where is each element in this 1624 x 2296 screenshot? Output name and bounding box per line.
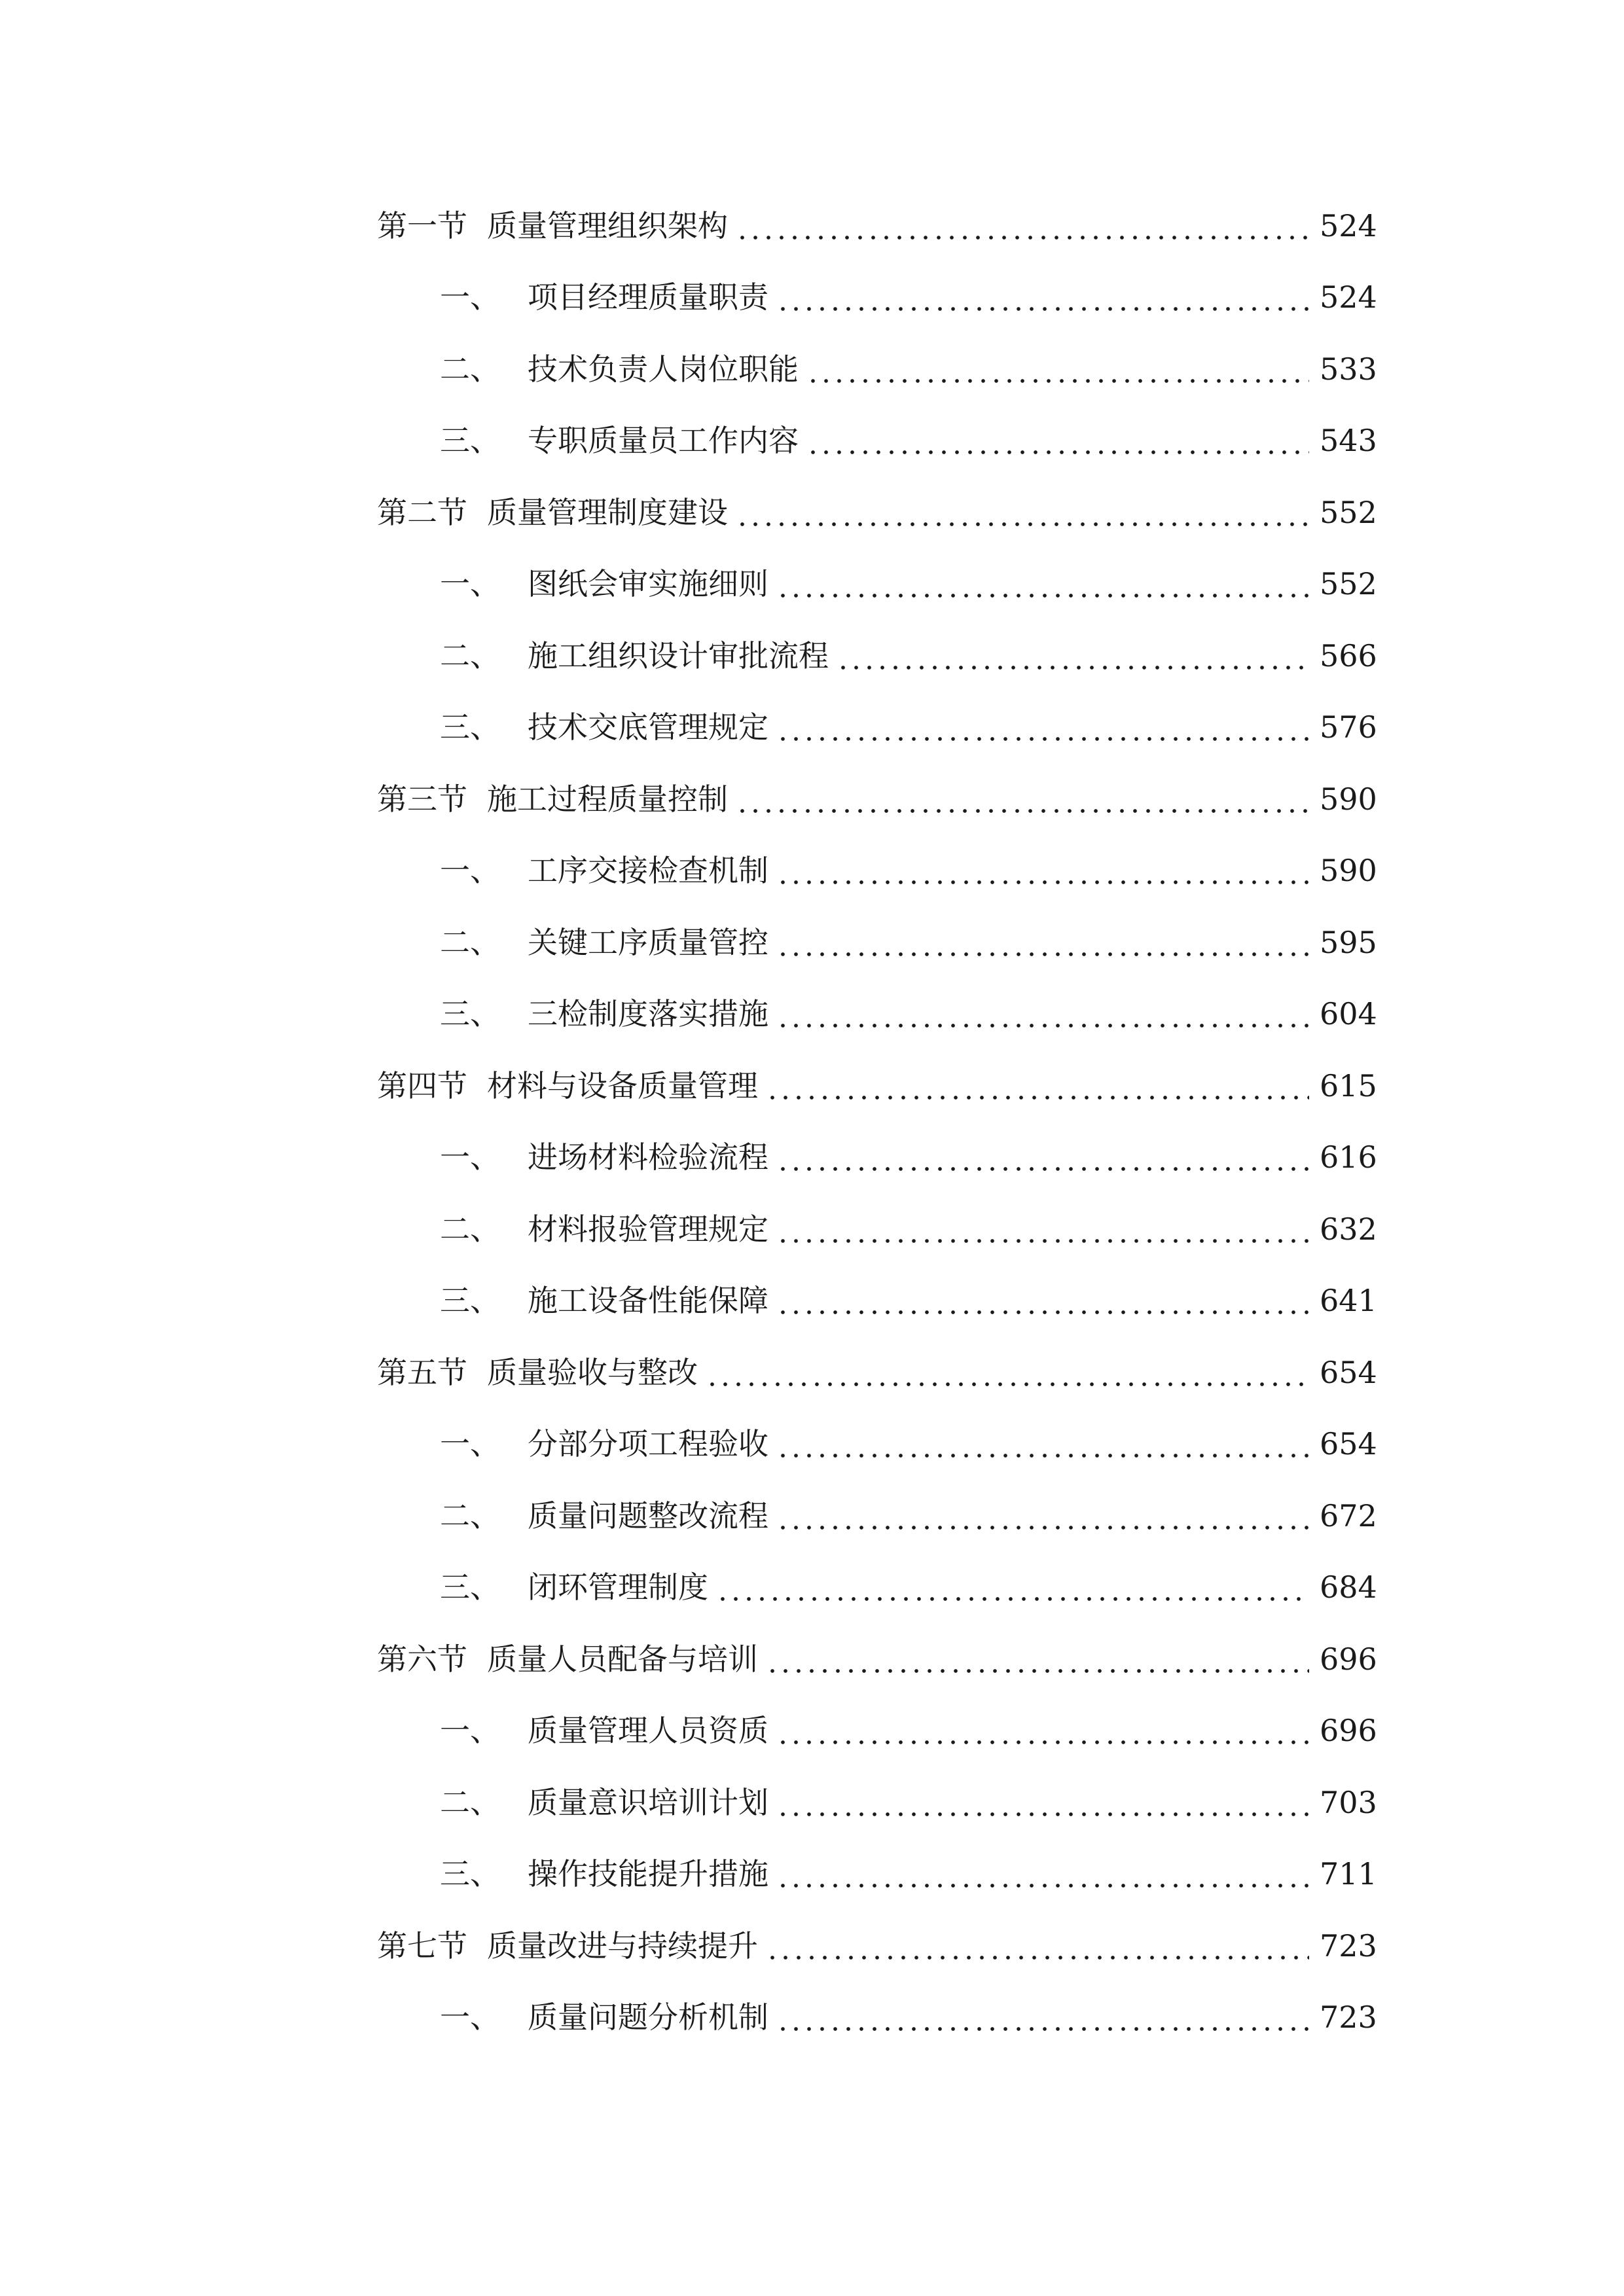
- toc-leader-dots: [716, 1568, 1309, 1607]
- table-of-contents: [377, 190, 1377, 2053]
- toc-entry-title: 材料与设备质量管理: [487, 1067, 758, 1103]
- toc-entry-page: 615: [1320, 1067, 1377, 1103]
- toc-entry[interactable]: [377, 1122, 1377, 1194]
- toc-leader-dots: [776, 1783, 1309, 1822]
- toc-entry[interactable]: [377, 548, 1377, 620]
- toc-entry-title: 质量管理组织架构: [487, 207, 728, 243]
- toc-entry-number: 三、: [440, 1570, 500, 1605]
- toc-entry-title: 施工设备性能保障: [528, 1283, 768, 1319]
- toc-entry-title: 技术负责人岗位职能: [528, 351, 799, 387]
- toc-entry-title: 技术交底管理规定: [528, 709, 768, 745]
- toc-entry-title: 施工过程质量控制: [487, 781, 728, 817]
- toc-entry[interactable]: [377, 1982, 1377, 2054]
- toc-leader-dots: [837, 636, 1309, 675]
- toc-leader-dots: [776, 1138, 1309, 1177]
- toc-entry-page: 711: [1320, 1856, 1377, 1892]
- toc-entry-title: 质量验收与整改: [487, 1354, 698, 1390]
- toc-entry-page: 595: [1320, 924, 1377, 960]
- toc-entry[interactable]: [377, 333, 1377, 405]
- toc-entry-number: 三、: [440, 709, 500, 745]
- toc-leader-dots: [766, 1926, 1309, 1965]
- toc-leader-dots: [776, 1854, 1309, 1893]
- toc-leader-dots: [766, 1066, 1309, 1105]
- toc-entry-page: 576: [1320, 709, 1377, 745]
- toc-leader-dots: [776, 1496, 1309, 1535]
- toc-entry[interactable]: [377, 1910, 1377, 1982]
- toc-entry-page: 543: [1320, 423, 1377, 459]
- toc-entry[interactable]: [377, 190, 1377, 262]
- toc-entry[interactable]: [377, 1408, 1377, 1480]
- toc-entry-title: 质量问题整改流程: [528, 1498, 768, 1534]
- toc-entry-page: 696: [1320, 1713, 1377, 1749]
- toc-entry-page: 632: [1320, 1211, 1377, 1247]
- toc-entry-title: 分部分项工程验收: [528, 1426, 768, 1462]
- toc-entry-number: 二、: [440, 1211, 500, 1247]
- toc-entry-number: 一、: [440, 1139, 500, 1175]
- toc-entry-title: 质量改进与持续提升: [487, 1928, 758, 1964]
- toc-entry-page: 654: [1320, 1354, 1377, 1390]
- toc-entry[interactable]: [377, 476, 1377, 548]
- toc-entry-page: 524: [1320, 207, 1377, 243]
- toc-entry-number: 二、: [440, 1498, 500, 1534]
- toc-leader-dots: [776, 994, 1309, 1033]
- toc-entry-title: 施工组织设计审批流程: [528, 637, 829, 673]
- toc-entry[interactable]: [377, 1193, 1377, 1265]
- toc-entry-page: 552: [1320, 566, 1377, 602]
- toc-entry-page: 723: [1320, 1928, 1377, 1964]
- toc-entry-number: 第五节: [377, 1354, 467, 1390]
- toc-entry[interactable]: [377, 835, 1377, 907]
- toc-entry-page: 641: [1320, 1283, 1377, 1319]
- toc-leader-dots: [766, 1640, 1309, 1679]
- toc-entry-page: 590: [1320, 853, 1377, 889]
- toc-entry-number: 三、: [440, 1856, 500, 1892]
- toc-entry[interactable]: [377, 1695, 1377, 1767]
- toc-entry-page: 696: [1320, 1641, 1377, 1677]
- toc-entry-page: 616: [1320, 1139, 1377, 1175]
- toc-leader-dots: [706, 1353, 1309, 1392]
- toc-entry-page: 524: [1320, 279, 1377, 315]
- toc-entry[interactable]: [377, 1480, 1377, 1552]
- toc-entry-number: 第七节: [377, 1928, 467, 1964]
- toc-entry-page: 703: [1320, 1784, 1377, 1820]
- toc-entry-title: 专职质量员工作内容: [528, 423, 799, 459]
- toc-entry[interactable]: [377, 620, 1377, 692]
- toc-leader-dots: [806, 350, 1309, 389]
- toc-leader-dots: [776, 1424, 1309, 1463]
- toc-entry[interactable]: [377, 262, 1377, 334]
- toc-entry-number: 第二节: [377, 494, 467, 530]
- toc-entry-title: 质量问题分析机制: [528, 2000, 768, 2036]
- toc-leader-dots: [776, 1281, 1309, 1320]
- toc-entry-number: 一、: [440, 853, 500, 889]
- toc-entry-title: 质量管理制度建设: [487, 494, 728, 530]
- toc-entry-number: 二、: [440, 1784, 500, 1820]
- toc-entry-title: 关键工序质量管控: [528, 924, 768, 960]
- toc-entry-title: 闭环管理制度: [528, 1570, 708, 1605]
- toc-leader-dots: [736, 493, 1309, 532]
- toc-entry[interactable]: [377, 1552, 1377, 1624]
- toc-entry-number: 二、: [440, 637, 500, 673]
- toc-entry-number: 第四节: [377, 1067, 467, 1103]
- toc-entry[interactable]: [377, 1623, 1377, 1695]
- toc-leader-dots: [776, 1998, 1309, 2037]
- toc-leader-dots: [776, 708, 1309, 747]
- toc-entry[interactable]: [377, 1265, 1377, 1337]
- toc-entry-title: 操作技能提升措施: [528, 1856, 768, 1892]
- toc-entry-title: 进场材料检验流程: [528, 1139, 768, 1175]
- toc-entry[interactable]: [377, 1336, 1377, 1408]
- toc-entry-page: 654: [1320, 1426, 1377, 1462]
- toc-entry-title: 项目经理质量职责: [528, 279, 768, 315]
- toc-leader-dots: [736, 206, 1309, 245]
- toc-leader-dots: [736, 780, 1309, 819]
- toc-leader-dots: [776, 923, 1309, 962]
- toc-entry-page: 604: [1320, 996, 1377, 1032]
- toc-entry-page: 552: [1320, 494, 1377, 530]
- toc-entry-number: 第六节: [377, 1641, 467, 1677]
- toc-entry-number: 三、: [440, 996, 500, 1032]
- toc-entry-page: 723: [1320, 2000, 1377, 2036]
- toc-leader-dots: [776, 564, 1309, 603]
- toc-entry[interactable]: [377, 405, 1377, 477]
- toc-entry-title: 质量人员配备与培训: [487, 1641, 758, 1677]
- toc-entry-title: 工序交接检查机制: [528, 853, 768, 889]
- toc-entry-number: 三、: [440, 1283, 500, 1319]
- toc-entry-page: 566: [1320, 637, 1377, 673]
- toc-leader-dots: [776, 1711, 1309, 1750]
- toc-entry-page: 533: [1320, 351, 1377, 387]
- toc-entry-title: 图纸会审实施细则: [528, 566, 768, 602]
- toc-entry-title: 材料报验管理规定: [528, 1211, 768, 1247]
- toc-entry[interactable]: [377, 906, 1377, 978]
- toc-entry-number: 一、: [440, 1713, 500, 1749]
- toc-leader-dots: [776, 851, 1309, 890]
- toc-entry[interactable]: [377, 1767, 1377, 1839]
- toc-entry-title: 三检制度落实措施: [528, 996, 768, 1032]
- toc-entry-number: 三、: [440, 423, 500, 459]
- toc-entry-title: 质量意识培训计划: [528, 1784, 768, 1820]
- toc-entry[interactable]: [377, 692, 1377, 764]
- toc-leader-dots: [776, 1210, 1309, 1249]
- toc-entry-number: 二、: [440, 924, 500, 960]
- toc-leader-dots: [776, 278, 1309, 317]
- toc-entry-number: 一、: [440, 1426, 500, 1462]
- toc-entry-number: 二、: [440, 351, 500, 387]
- toc-leader-dots: [806, 421, 1309, 460]
- toc-entry-number: 第一节: [377, 207, 467, 243]
- toc-entry[interactable]: [377, 978, 1377, 1050]
- toc-entry-page: 590: [1320, 781, 1377, 817]
- toc-entry-number: 一、: [440, 279, 500, 315]
- toc-entry[interactable]: [377, 1839, 1377, 1910]
- toc-entry-title: 质量管理人员资质: [528, 1713, 768, 1749]
- toc-entry-page: 684: [1320, 1570, 1377, 1605]
- toc-entry[interactable]: [377, 763, 1377, 835]
- toc-entry-number: 一、: [440, 566, 500, 602]
- toc-entry-number: 一、: [440, 2000, 500, 2036]
- toc-entry-number: 第三节: [377, 781, 467, 817]
- toc-entry[interactable]: [377, 1050, 1377, 1122]
- toc-entry-page: 672: [1320, 1498, 1377, 1534]
